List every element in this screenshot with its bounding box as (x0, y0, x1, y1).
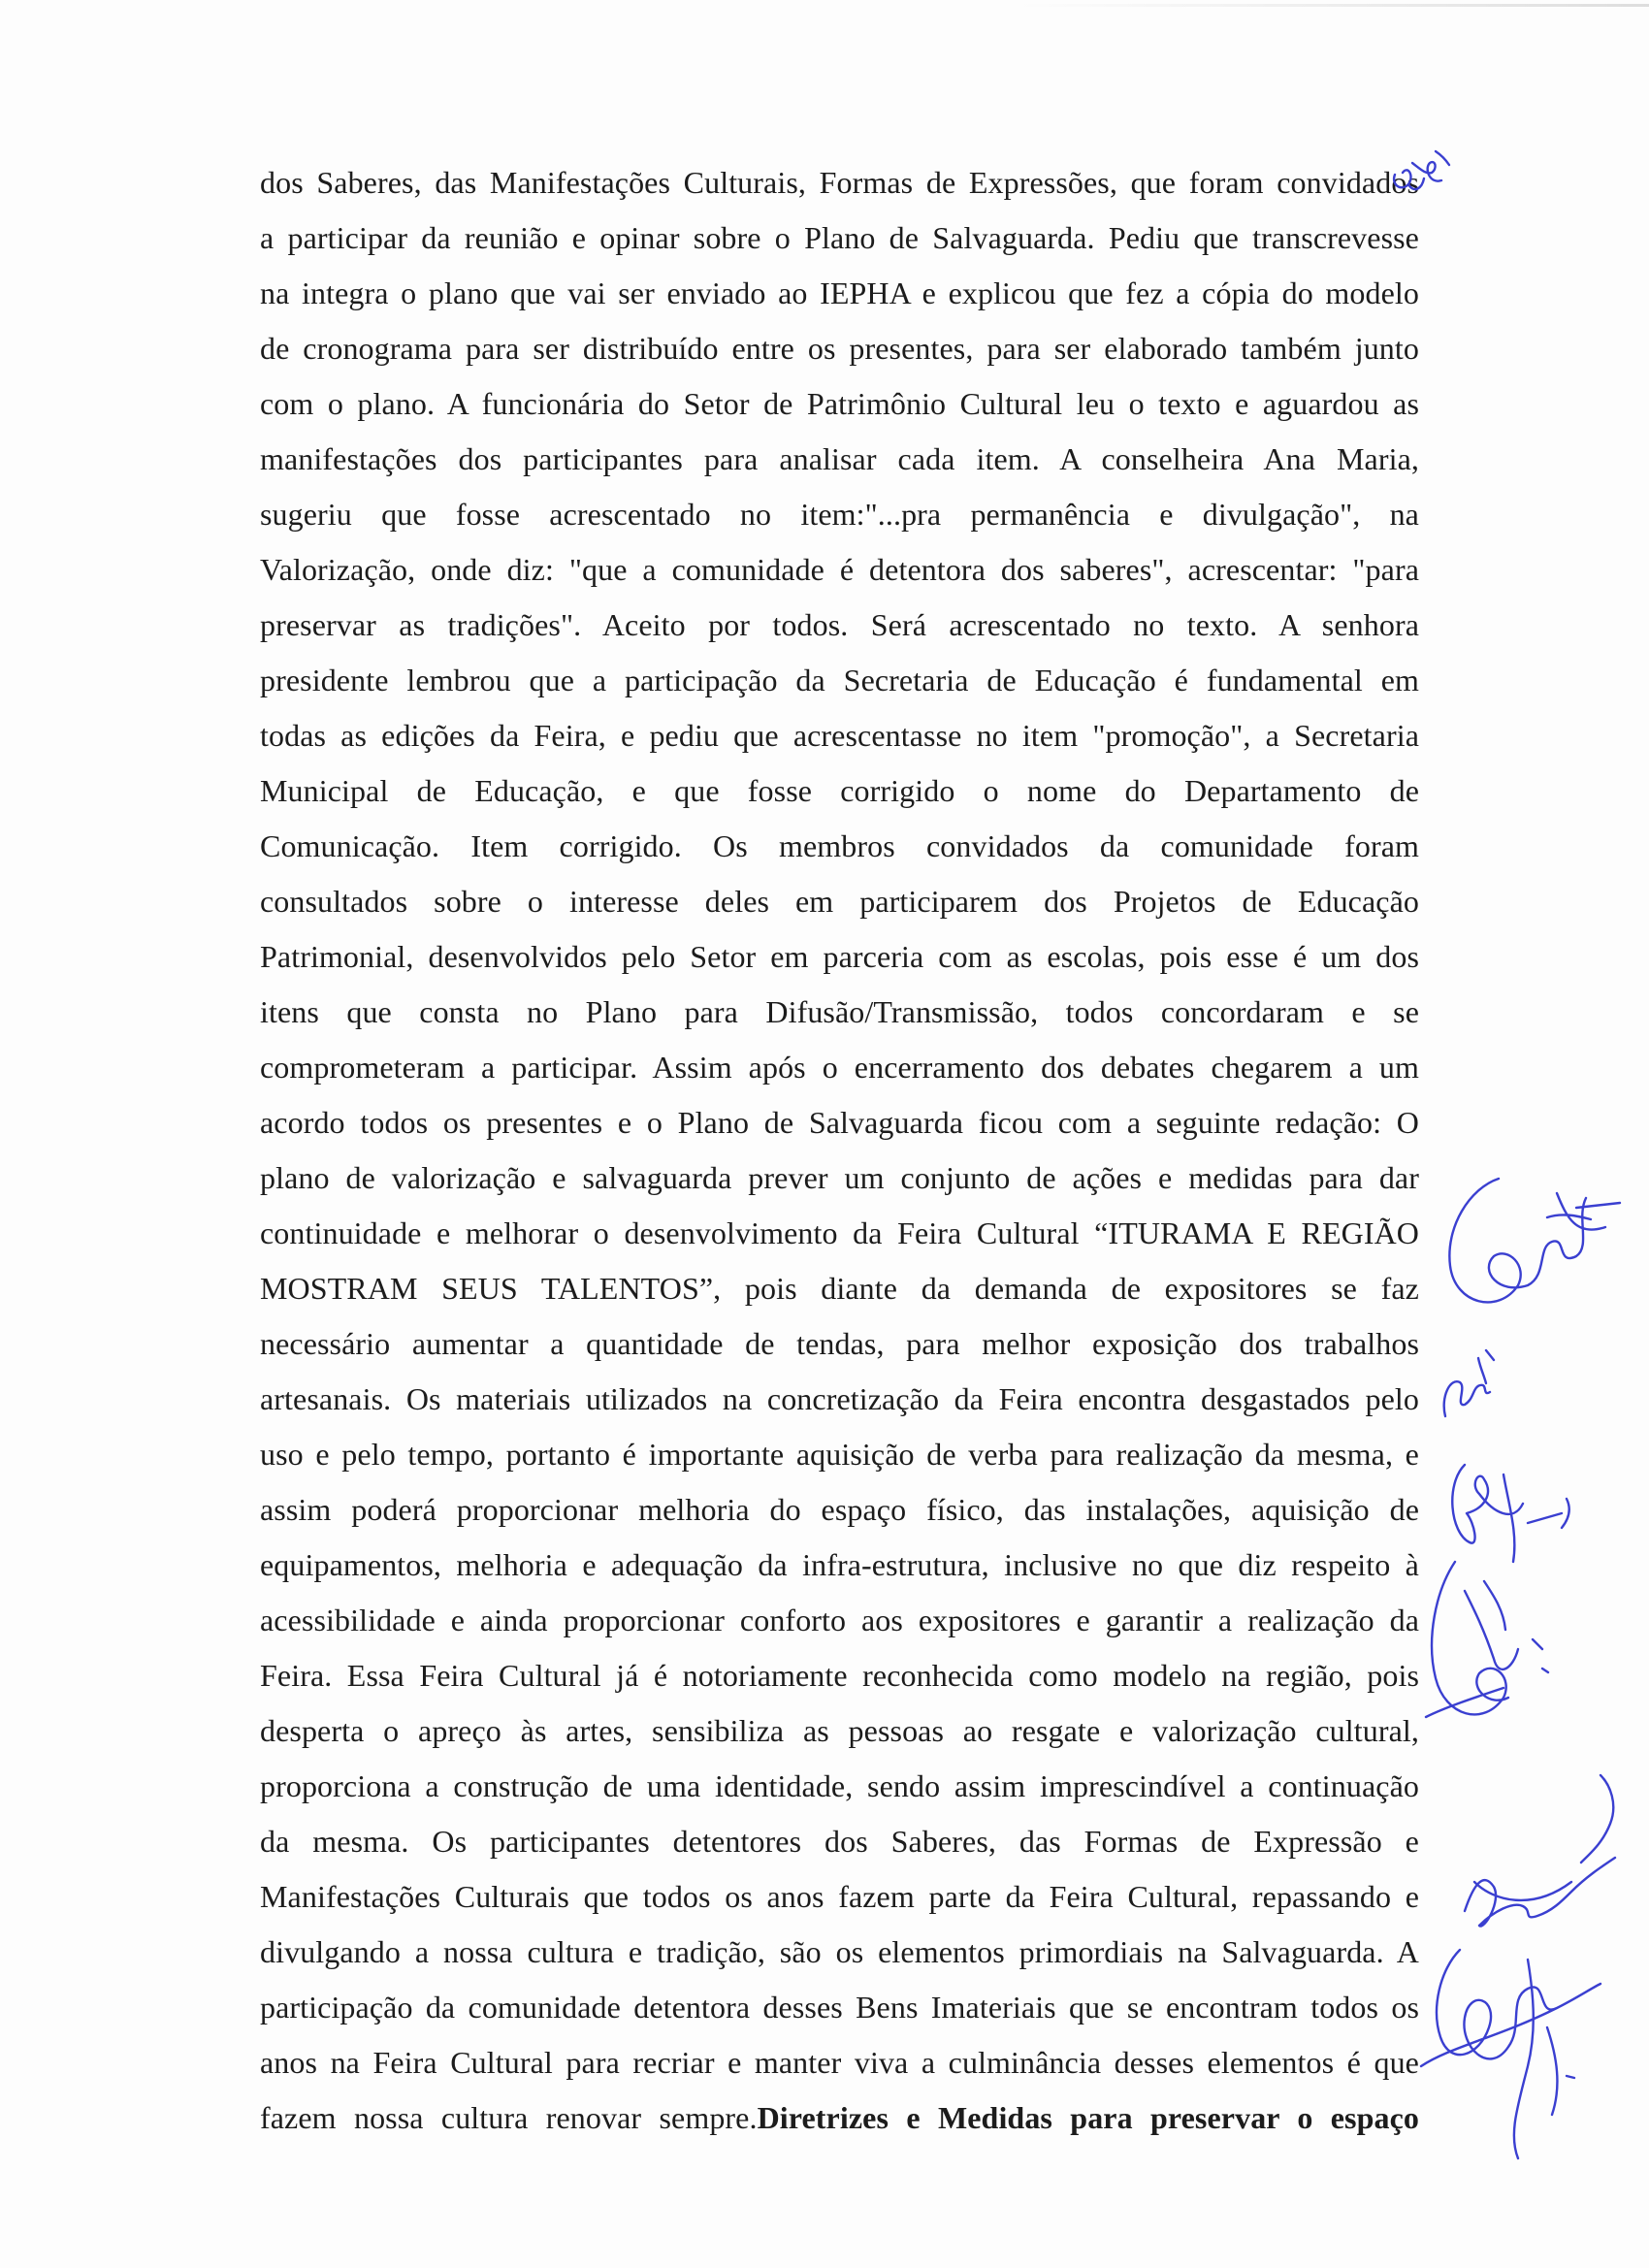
text-line: assim poderá proporcionar melhoria do espaço físico, das instalações, aquisição de (260, 1492, 1419, 1527)
text-line: artesanais. Os materiais utilizados na concretização da Feira encontra desgastados pelo (260, 1381, 1419, 1416)
text-line: necessário aumentar a quantidade de tendas, para melhor exposição dos trabalhos (260, 1326, 1419, 1361)
text-line: acessibilidade e ainda proporcionar conforto aos expositores e garantir a realização da (260, 1603, 1419, 1637)
text-line: todas as edições da Feira, e pediu que acrescentasse no item "promoção", a Secretaria (260, 718, 1419, 753)
text-line: equipamentos, melhoria e adequação da infra-estrutura, inclusive no que diz respeito à (260, 1547, 1419, 1582)
text-line: Municipal de Educação, e que fosse corrigido o nome do Departamento de (260, 773, 1419, 808)
text-line: Comunicação. Item corrigido. Os membros convidados da comunidade foram (260, 828, 1419, 863)
text-line: da mesma. Os participantes detentores dos Saberes, das Formas de Expressão e (260, 1824, 1419, 1859)
text-line: consultados sobre o interesse deles em participarem dos Projetos de Educação (260, 884, 1419, 919)
text-line-final (260, 2090, 1419, 2146)
text-line: proporciona a construção de uma identidade, sendo assim imprescindível a continuação (260, 1768, 1419, 1803)
text-line: continuidade e melhorar o desenvolvimento da Feira Cultural “ITURAMA E REGIÃO (260, 1215, 1419, 1250)
text-line: Manifestações Culturais que todos os anos fazem parte da Feira Cultural, repassando e (260, 1879, 1419, 1914)
signature-6 (1411, 1930, 1605, 2173)
text-line: na integra o plano que vai ser enviado ao IEPHA e explicou que fez a cópia do modelo (260, 275, 1419, 310)
signature-5 (1455, 1766, 1630, 1950)
signature-2 (1436, 1339, 1504, 1426)
text-line: de cronograma para ser distribuído entre os presentes, para ser elaborado também junto (260, 331, 1419, 366)
text-line: dos Saberes, das Manifestações Culturais, Formas de Expressões, que foram convidados (260, 165, 1419, 200)
text-line: desperta o apreço às artes, sensibiliza as pessoas ao resgate e valorização cultural, (260, 1713, 1419, 1748)
text-line: Patrimonial, desenvolvidos pelo Setor em parceria com as escolas, pois esse é um dos (260, 939, 1419, 974)
text-line: com o plano. A funcionária do Setor de Patrimônio Cultural leu o texto e aguardou as (260, 386, 1419, 421)
text-line: Valorização, onde diz: "que a comunidade é detentora dos saberes", acrescentar: "para (260, 552, 1419, 587)
text-line: sugeriu que fosse acrescentado no item:"...pra permanência e divulgação", na (260, 497, 1419, 532)
text-line: plano de valorização e salvaguarda prever um conjunto de ações e medidas para dar (260, 1160, 1419, 1195)
text-line: divulgando a nossa cultura e tradição, são os elementos primordiais na Salvaguarda. A (260, 1934, 1419, 1969)
final-line-plain: fazem nossa cultura renovar sempre. (260, 2100, 758, 2135)
text-line: presidente lembrou que a participação da Secretaria de Educação é fundamental em (260, 663, 1419, 697)
document-body (260, 155, 1419, 2146)
text-line: itens que consta no Plano para Difusão/Transmissão, todos concordaram e se (260, 994, 1419, 1029)
signature-1 (1431, 1159, 1625, 1334)
text-line: anos na Feira Cultural para recriar e manter viva a culminância desses elementos é que (260, 2045, 1419, 2080)
scan-edge (1018, 4, 1649, 7)
text-line: preservar as tradições". Aceito por todos. Será acrescentado no texto. A senhora (260, 607, 1419, 642)
text-line: MOSTRAM SEUS TALENTOS”, pois diante da demanda de expositores se faz (260, 1271, 1419, 1306)
text-line: a participar da reunião e opinar sobre o Plano de Salvaguarda. Pediu que transcrevesse (260, 220, 1419, 255)
text-line: acordo todos os presentes e o Plano de Salvaguarda ficou com a seguinte redação: O (260, 1105, 1419, 1140)
text-line: comprometeram a participar. Assim após o encerramento dos debates chegarem a um (260, 1050, 1419, 1085)
initials-top (1387, 146, 1455, 204)
text-line: Feira. Essa Feira Cultural já é notoriamente reconhecida como modelo na região, pois (260, 1658, 1419, 1693)
text-line: participação da comunidade detentora desses Bens Imateriais que se encontram todos os (260, 1990, 1419, 2025)
section-heading-bold: Diretrizes e Medidas para preservar o espaço (757, 2100, 1419, 2135)
text-line: uso e pelo tempo, portanto é importante aquisição de verba para realização da mesma, e (260, 1437, 1419, 1472)
signature-4 (1397, 1552, 1571, 1746)
text-line: manifestações dos participantes para analisar cada item. A conselheira Ana Maria, (260, 441, 1419, 476)
